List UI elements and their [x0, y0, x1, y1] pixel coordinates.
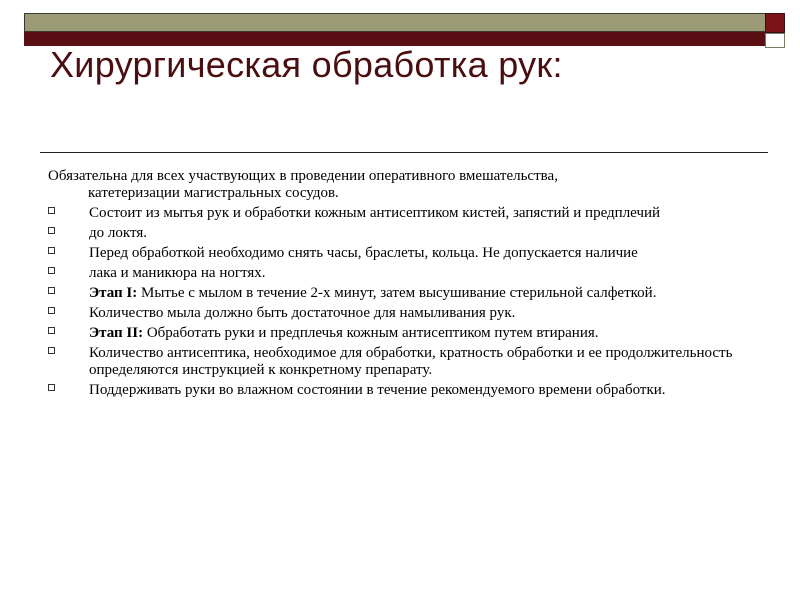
bullet-list	[48, 205, 758, 399]
list-item	[48, 325, 758, 342]
item-text: Перед обработкой необходимо снять часы, браслеты, кольца. Не допускается наличие	[89, 245, 638, 261]
stage-label: Этап I:	[89, 285, 138, 301]
item-text: Поддерживать руки во влажном состоянии в течение рекомендуемого времени обработки.	[89, 382, 666, 398]
list-item	[48, 245, 758, 262]
square-bullet-icon	[48, 247, 55, 254]
list-item	[48, 205, 758, 222]
list-item	[48, 225, 758, 242]
stage-label: Этап II:	[89, 325, 144, 341]
item-text: Обработать руки и предплечья кожным антисептиком путем втирания.	[143, 325, 599, 341]
square-bullet-icon	[48, 347, 55, 354]
intro-paragraph	[48, 168, 758, 202]
item-text: Количество антисептика, необходимое для обработки, кратность обработки и ее продолжительность определяются инструкцией к конкретному препарату.	[89, 345, 733, 378]
title-divider	[40, 152, 768, 153]
list-item	[48, 265, 758, 282]
square-bullet-icon	[48, 307, 55, 314]
list-item	[48, 305, 758, 322]
intro-line-1: Обязательна для всех участвующих в проведении оперативного вмешательства,	[48, 168, 558, 184]
list-item	[48, 382, 758, 399]
square-bullet-icon	[48, 327, 55, 334]
header-olive-bar	[24, 13, 766, 32]
item-text: лака и маникюра на ногтях.	[89, 265, 266, 281]
header-maroon-square	[765, 13, 785, 33]
slide-title: Хирургическая обработка рук:	[50, 44, 563, 85]
list-item	[48, 345, 758, 379]
list-item	[48, 285, 758, 302]
intro-line-2: катетеризации магистральных сосудов.	[88, 185, 339, 201]
item-text: до локтя.	[89, 225, 147, 241]
square-bullet-icon	[48, 287, 55, 294]
header-outline-square	[765, 33, 785, 48]
square-bullet-icon	[48, 384, 55, 391]
square-bullet-icon	[48, 207, 55, 214]
item-text: Количество мыла должно быть достаточное для намыливания рук.	[89, 305, 516, 321]
square-bullet-icon	[48, 227, 55, 234]
item-text: Состоит из мытья рук и обработки кожным антисептиком кистей, запястий и предплечий	[89, 205, 661, 221]
square-bullet-icon	[48, 267, 55, 274]
item-text: Мытье с мылом в течение 2-х минут, затем высушивание стерильной салфеткой.	[137, 285, 657, 301]
slide-body	[48, 168, 758, 402]
